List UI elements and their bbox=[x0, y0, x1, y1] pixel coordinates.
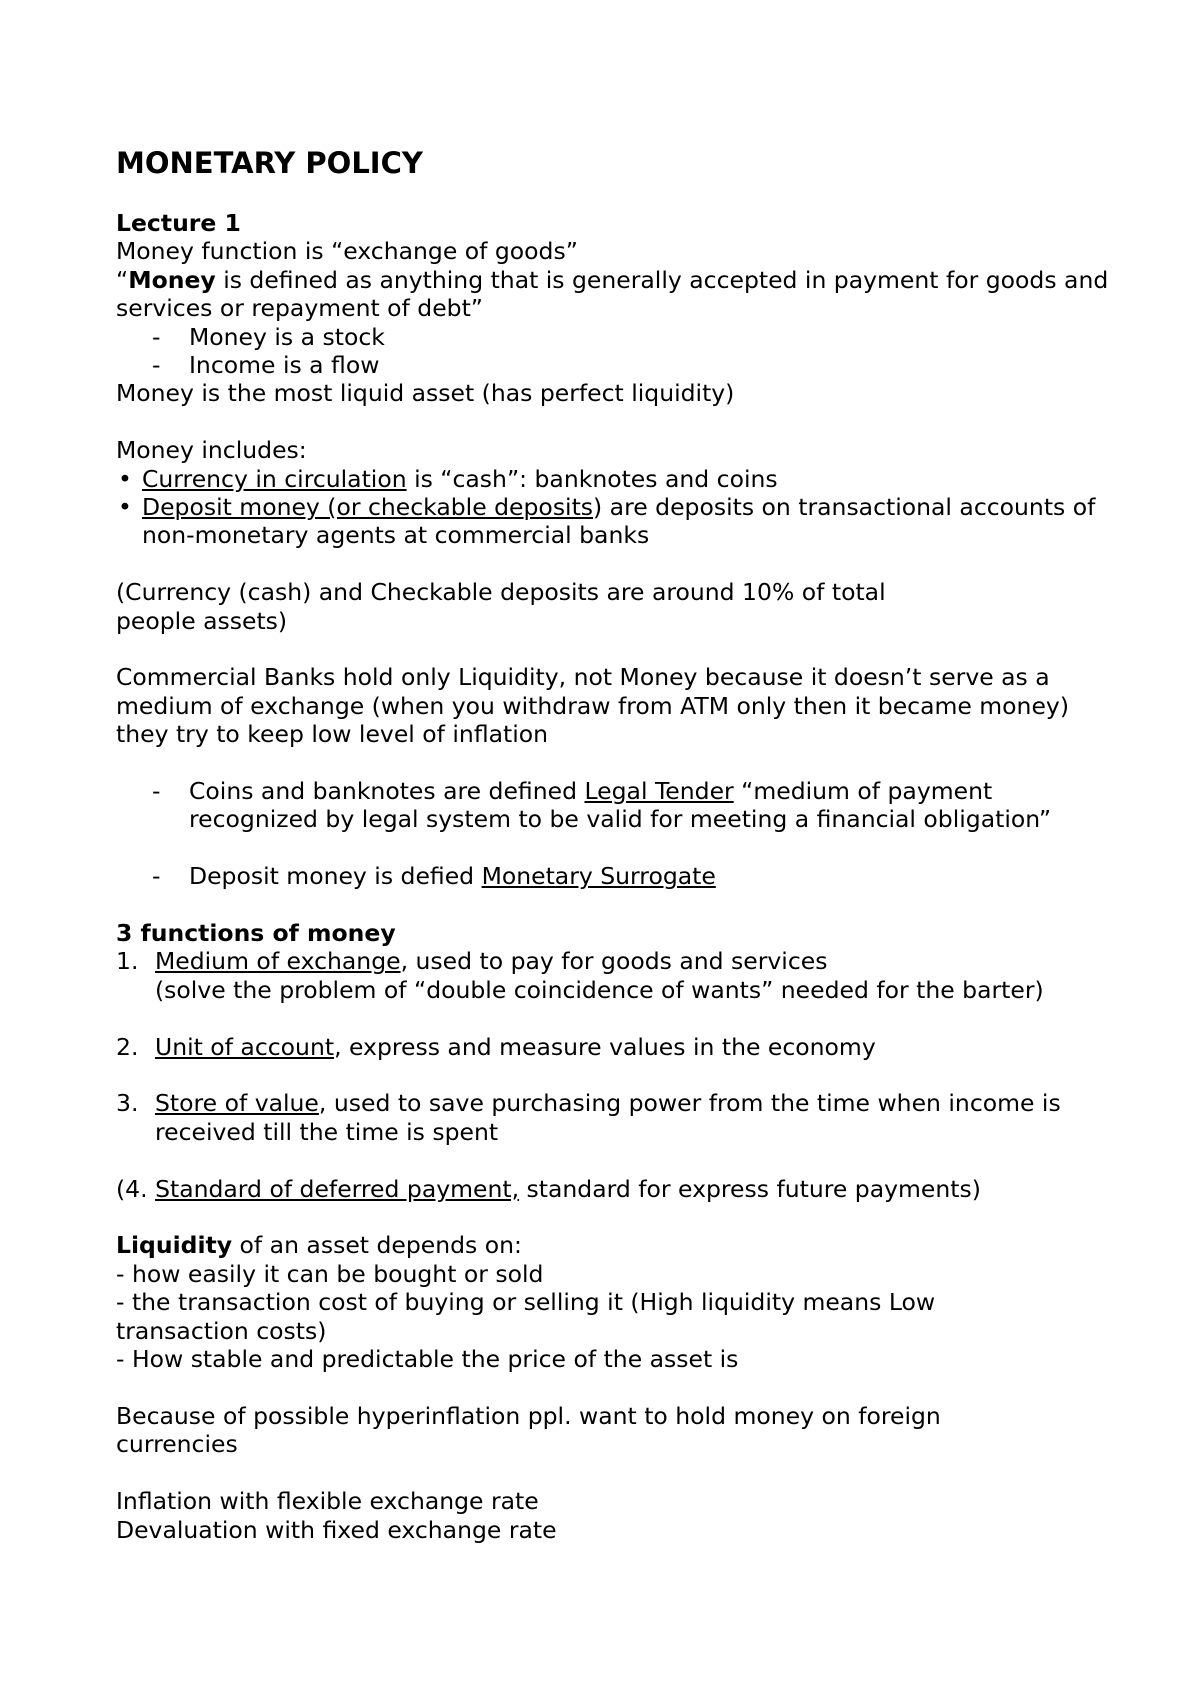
includes-heading: Money includes: bbox=[116, 436, 307, 465]
fourth-open: (4. bbox=[116, 1174, 156, 1203]
liquidity-point-1: - how easily it can be bought or sold bbox=[116, 1259, 544, 1288]
function-item-2 bbox=[116, 1033, 1116, 1061]
number-marker: 1. bbox=[116, 947, 139, 976]
function-text: , used to save purchasing power from the time when income is received till the time is spent bbox=[155, 1089, 1061, 1146]
term-currency-in-circulation: Currency in circulation bbox=[142, 464, 407, 493]
document-body bbox=[116, 143, 1116, 1544]
function-text: , used to pay for goods and services (solve the problem of “double coincidence of wants” needed for the barter) bbox=[155, 947, 1044, 1004]
function-text: , express and measure values in the economy bbox=[334, 1032, 876, 1061]
list-item-text: Coins and banknotes are defined bbox=[189, 777, 585, 806]
number-marker: 3. bbox=[116, 1089, 139, 1118]
list-item-monetary-surrogate bbox=[116, 862, 1116, 890]
term-legal-tender: Legal Tender bbox=[584, 777, 734, 806]
term-unit-of-account: Unit of account bbox=[155, 1032, 335, 1061]
liquidity-point-2: - the transaction cost of buying or selling it (High liquidity means Low transaction costs) bbox=[116, 1288, 936, 1345]
term-deposit-money: Deposit money (or checkable deposits bbox=[142, 493, 594, 522]
function-item-3 bbox=[116, 1089, 1105, 1146]
fourth-function-line bbox=[116, 1175, 1116, 1203]
term-medium-of-exchange: Medium of exchange bbox=[155, 947, 401, 976]
dash-marker: - bbox=[152, 777, 161, 806]
liquidity-term: Liquidity bbox=[116, 1231, 233, 1260]
commercial-banks-paragraph: Commercial Banks hold only Liquidity, not Money because it doesn’t serve as a medium of exchange (when you withdraw from ATM only then it became money) they try to keep low level of inflation bbox=[116, 663, 1069, 749]
dash-marker: - bbox=[152, 322, 161, 351]
list-item-text: Money is a stock bbox=[189, 322, 385, 351]
bullet-text: is “cash”: banknotes and coins bbox=[406, 464, 778, 493]
liquidity-heading bbox=[116, 1231, 1116, 1259]
hyperinflation-line: Because of possible hyperinflation ppl. want to hold money on foreign currencies bbox=[116, 1401, 941, 1459]
list-item-flow bbox=[116, 351, 1116, 379]
list-item-stock bbox=[116, 323, 1116, 351]
money-definition bbox=[116, 266, 1116, 323]
bullet-text: ) are deposits on transactional accounts of non-monetary agents at commercial banks bbox=[142, 493, 1096, 550]
functions-heading: 3 functions of money bbox=[116, 919, 396, 948]
devaluation-fixed-line: Devaluation with fixed exchange rate bbox=[116, 1515, 557, 1544]
term-standard-of-deferred-payment: Standard of deferred payment, bbox=[155, 1174, 520, 1203]
dash-marker: - bbox=[152, 351, 161, 380]
page-title: MONETARY POLICY bbox=[116, 146, 423, 180]
fourth-text: standard for express future payments) bbox=[519, 1174, 981, 1203]
list-item-text: Income is a flow bbox=[189, 351, 380, 380]
list-item-text: “medium of payment recognized by legal system to be valid for meeting a financial obligation” bbox=[189, 777, 1052, 834]
list-item-text: Deposit money is defied bbox=[189, 862, 482, 891]
quote-open: “ bbox=[116, 265, 129, 294]
most-liquid-line: Money is the most liquid asset (has perfect liquidity) bbox=[116, 379, 735, 408]
inflation-flexible-line: Inflation with flexible exchange rate bbox=[116, 1487, 539, 1516]
bullet-item-currency bbox=[116, 465, 1116, 493]
list-item-legal-tender bbox=[116, 777, 1069, 834]
bullet-marker: • bbox=[118, 493, 132, 522]
bullet-item-deposit bbox=[116, 493, 1116, 550]
lecture-heading: Lecture 1 bbox=[116, 209, 241, 237]
term-monetary-surrogate: Monetary Surrogate bbox=[481, 862, 716, 891]
number-marker: 2. bbox=[116, 1032, 139, 1061]
currency-note: (Currency (cash) and Checkable deposits are around 10% of total people assets) bbox=[116, 578, 886, 635]
term-store-of-value: Store of value bbox=[155, 1089, 319, 1118]
function-item-1 bbox=[116, 947, 1116, 1004]
money-function-line: Money function is “exchange of goods” bbox=[116, 237, 578, 266]
liquidity-point-3: - How stable and predictable the price of the asset is bbox=[116, 1345, 739, 1374]
money-definition-text: is defined as anything that is generally accepted in payment for goods and services or repayment of debt” bbox=[116, 265, 1109, 323]
dash-marker: - bbox=[152, 862, 161, 891]
liquidity-heading-text: of an asset depends on: bbox=[232, 1231, 522, 1260]
money-term: Money bbox=[128, 265, 216, 294]
bullet-marker: • bbox=[118, 464, 132, 493]
